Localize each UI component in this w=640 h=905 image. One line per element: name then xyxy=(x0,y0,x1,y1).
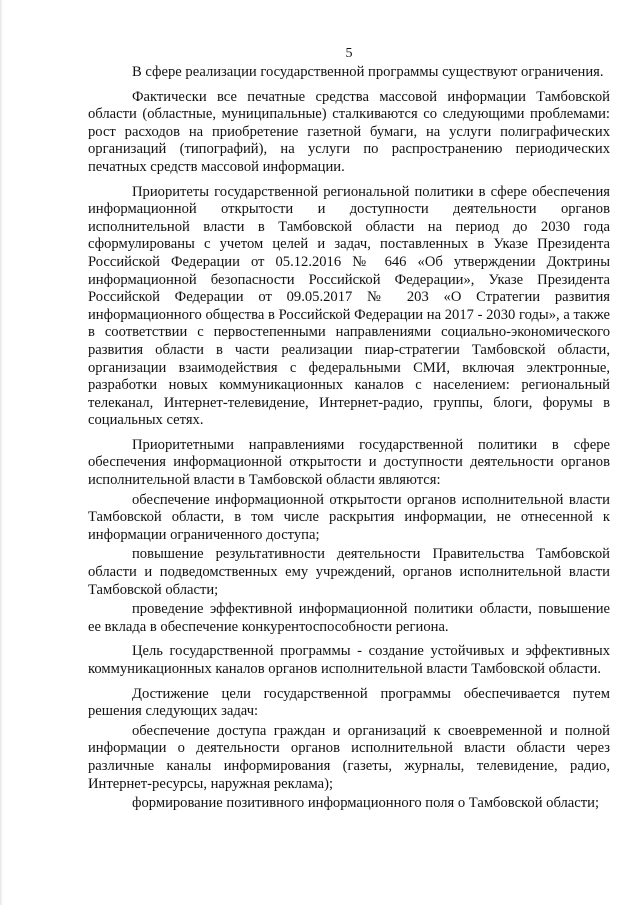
list-item-positive-information-field: формирование позитивного информационного поля о Тамбовской области; xyxy=(132,795,599,812)
paragraph-priority-directions-intro: Приоритетными направлениями государственной политики в сфере обеспечения информационной открытости и доступности деятельности органов исполнительной власти в Тамбовской области являются: xyxy=(88,436,610,489)
list-item-access-to-information: обеспечение доступа граждан и организаций к своевременной и полной информации о деятельности органов исполнительной власти области через различные каналы информирования (газеты, журналы, телевидение, радио, Интернет-ресурсы, наружная реклама); xyxy=(88,722,610,792)
paragraph-tasks-intro: Достижение цели государственной программы обеспечивается путем решения следующих задач: xyxy=(88,685,610,720)
paragraph-policy-priorities: Приоритеты государственной региональной политики в сфере обеспечения информационной открытости и доступности деятельности органов исполнительной власти в Тамбовской области на период до 2030 года сформулированы с учетом целей и задач, поставленных в Указе Президента Российской Федерации от 05.12.2016 № 646 «Об утверждении Доктрины информационной безопасности Российской Федерации», Указе Президента Российской Федерации от 09.05.2017 № 203 «О Стратегии развития информационного общества в Российской Федерации на 2017 - 2030 годы», а также в соответствии с первостепенными направлениями социально-экономического развития области в части реализации пиар-стратегии Тамбовской области, организации взаимодействия с федеральными СМИ, включая электронные, разработки новых коммуникационных каналов с населением: региональный телеканал, Интернет-телевидение, Интернет-радио, группы, блоги, форумы в социальных сетях. xyxy=(88,183,610,429)
page-number: 5 xyxy=(345,46,353,61)
list-item-openness: обеспечение информационной открытости органов исполнительной власти Тамбовской области, в том числе раскрытия информации, не отнесенной к информации ограниченного доступа; xyxy=(88,491,610,543)
paragraph-print-media-problems: Фактически все печатные средства массовой информации Тамбовской области (областные, муниципальные) сталкиваются со следующими проблемами: рост расходов на приобретение газетной бумаги, на услуги полиграфических организаций (типографий), на услуги по распространению периодических печатных средств массовой информации. xyxy=(88,88,610,175)
paragraph-program-goal: Цель государственной программы - создание устойчивых и эффективных коммуникационных каналов органов исполнительной власти Тамбовской области. xyxy=(88,643,610,677)
scan-edge-shadow xyxy=(0,0,3,905)
list-item-effectiveness: повышение результативности деятельности Правительства Тамбовской области и подведомственных ему учреждений, органов исполнительной власти Тамбовской области; xyxy=(88,546,610,598)
paragraph-restrictions: В сфере реализации государственной программы существуют ограничения. xyxy=(132,64,604,80)
list-item-information-policy: проведение эффективной информационной политики области, повышение ее вклада в обеспечение конкурентоспособности региона. xyxy=(88,601,610,635)
